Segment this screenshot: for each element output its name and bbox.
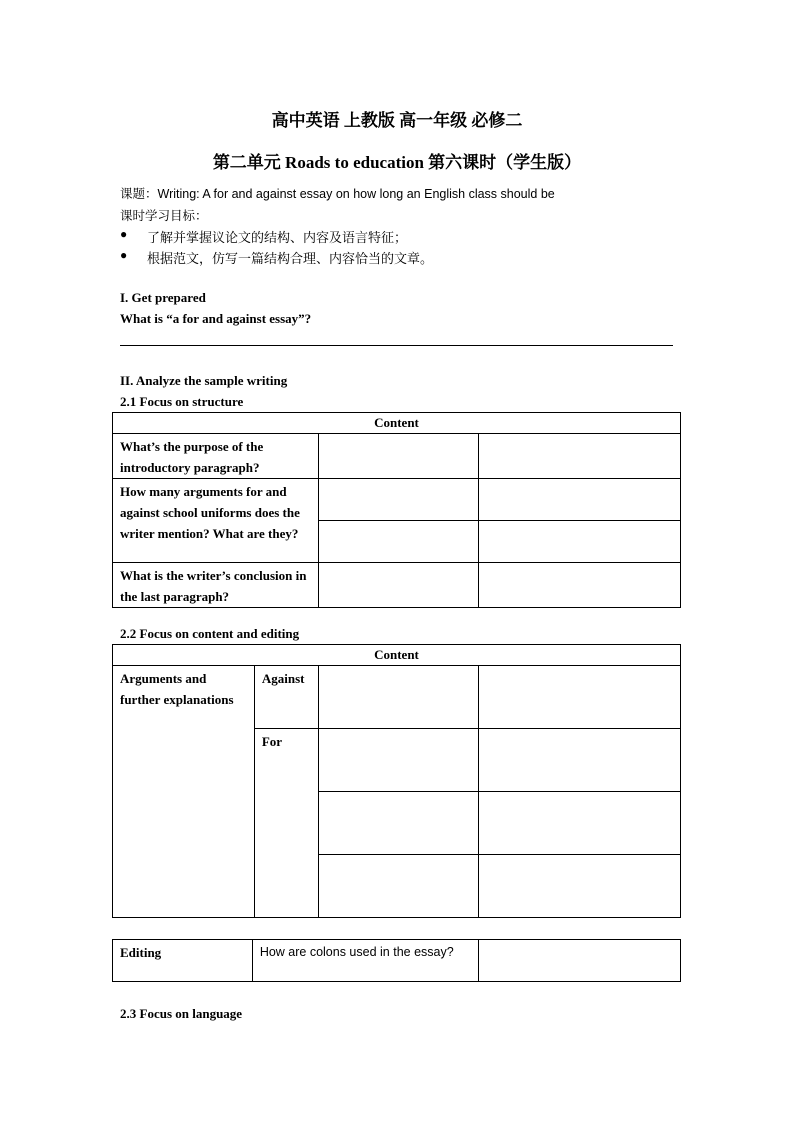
section-2-3-heading: 2.3 Focus on language [120,1006,243,1021]
question-cell: How many arguments for and against school uniforms does the writer mention? What are they? [113,479,319,563]
objectives-label: 课时学习目标： [120,209,208,223]
answer-cell[interactable] [479,940,681,982]
title-line-2: 第二单元 Roads to education 第六课时（学生版） [212,153,582,172]
answer-line [120,345,673,346]
answer-cell[interactable] [318,434,479,479]
answer-cell[interactable] [479,563,681,608]
title-line-1: 高中英语 上教版 高一年级 必修二 [271,111,523,130]
answer-cell[interactable] [479,729,681,792]
editing-question: How are colons used in the essay? [252,940,479,982]
content-table [112,644,681,918]
against-label: Against [254,666,318,729]
arguments-label: Arguments and further explanations [113,666,255,918]
objective-1: 了解并掌握议论文的结构、内容及语言特征； [147,230,408,245]
answer-cell[interactable] [479,666,681,729]
bullet-icon: ● [120,227,128,241]
editing-table [112,939,681,982]
question-cell: What is the writer’s conclusion in the last paragraph? [113,563,319,608]
answer-cell[interactable] [318,666,479,729]
table-header: Content [113,413,681,434]
answer-cell[interactable] [318,792,479,855]
section-2-2-heading: 2.2 Focus on content and editing [120,626,300,641]
section-1-question: What is “a for and against essay”? [120,311,312,326]
lesson-topic: 课题：Writing: A for and against essay on how long an English class should be [120,187,555,201]
answer-cell[interactable] [318,855,479,918]
section-2-1-heading: 2.1 Focus on structure [120,394,244,409]
table-header: Content [113,645,681,666]
answer-cell[interactable] [318,479,479,521]
editing-label: Editing [113,940,253,982]
answer-cell[interactable] [479,792,681,855]
structure-table [112,412,681,608]
answer-cell[interactable] [318,521,479,563]
answer-cell[interactable] [479,521,681,563]
question-cell: What’s the purpose of the introductory paragraph? [113,434,319,479]
answer-cell[interactable] [479,479,681,521]
answer-cell[interactable] [479,855,681,918]
answer-cell[interactable] [479,434,681,479]
bullet-icon: ● [120,248,128,262]
answer-cell[interactable] [318,729,479,792]
answer-cell[interactable] [318,563,479,608]
for-label: For [254,729,318,918]
section-1-heading: I. Get prepared [120,290,206,305]
section-2-heading: II. Analyze the sample writing [120,373,288,388]
objective-2: 根据范文，仿写一篇结构合理、内容恰当的文章。 [147,251,434,266]
